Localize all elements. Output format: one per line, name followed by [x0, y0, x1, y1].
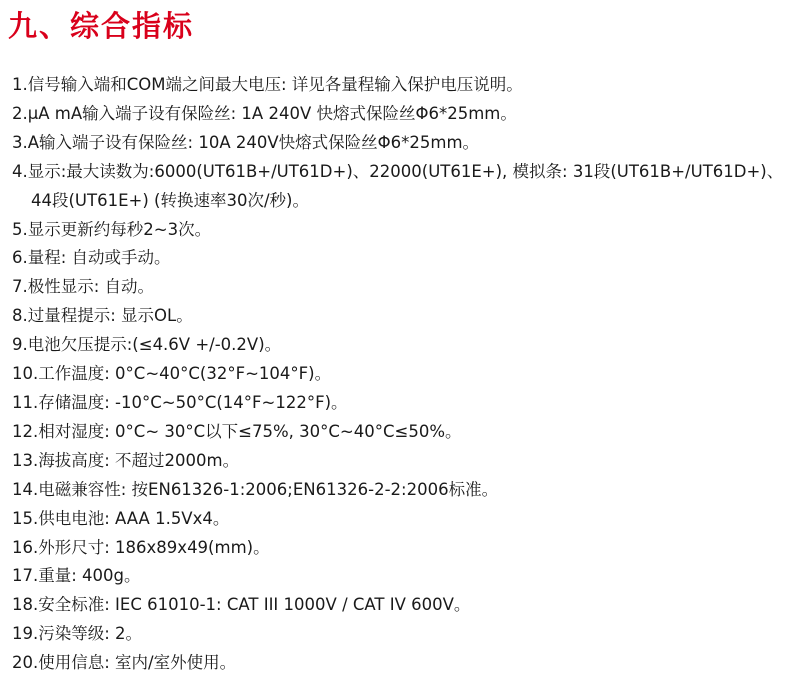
spec-item [12, 389, 792, 418]
spec-item-text: 20.使用信息: 室内/室外使用。 [12, 653, 237, 673]
spec-item [12, 158, 792, 216]
spec-item-text: 7.极性显示: 自动。 [12, 277, 155, 297]
spec-item [12, 562, 792, 591]
spec-item [12, 620, 792, 649]
spec-item [12, 244, 792, 273]
spec-item-text: 2.μA mA输入端子设有保险丝: 1A 240V 快熔式保险丝Φ6*25mm。 [12, 103, 517, 123]
spec-item-text: 11.存储温度: -10°C~50°C(14°F~122°F)。 [12, 392, 348, 412]
spec-item-text: 12.相对湿度: 0°C~ 30°C以下≤75%, 30°C~40°C≤50%。 [12, 421, 462, 441]
spec-item-text: 10.工作温度: 0°C~40°C(32°F~104°F)。 [12, 364, 332, 384]
spec-item-text: 6.量程: 自动或手动。 [12, 248, 171, 268]
spec-item-text: 8.过量程提示: 显示OL。 [12, 306, 193, 326]
spec-item [12, 447, 792, 476]
spec-item-text: 4.显示:最大读数为:6000(UT61B+/UT61D+)、22000(UT61E+), 模拟条: 31段(UT61B+/UT61D+)、 [12, 161, 784, 181]
spec-item [12, 302, 792, 331]
spec-item [12, 591, 792, 620]
spec-item-text: 15.供电电池: AAA 1.5Vx4。 [12, 508, 230, 528]
spec-item [12, 273, 792, 302]
spec-item-text: 14.电磁兼容性: 按EN61326-1:2006;EN61326-2-2:2006标准。 [12, 479, 499, 499]
spec-item [12, 534, 792, 563]
spec-item [12, 216, 792, 245]
spec-item-text: 1.信号输入端和COM端之间最大电压: 详见各量程输入保护电压说明。 [12, 75, 523, 94]
spec-item-continuation: 44段(UT61E+) (转换速率30次/秒)。 [31, 190, 309, 210]
spec-item-text: 19.污染等级: 2。 [12, 624, 143, 644]
spec-item [12, 476, 792, 505]
spec-item [12, 418, 792, 447]
spec-item-text: 13.海拔高度: 不超过2000m。 [12, 450, 240, 470]
spec-item-text: 3.A输入端子设有保险丝: 10A 240V快熔式保险丝Φ6*25mm。 [12, 132, 480, 152]
section-heading: 九、综合指标 [8, 9, 195, 43]
spec-item [12, 71, 792, 100]
spec-item-text: 18.安全标准: IEC 61010-1: CAT III 1000V / CAT IV 600V。 [12, 595, 471, 615]
spec-item [12, 331, 792, 360]
spec-item [12, 100, 792, 129]
spec-item [12, 505, 792, 534]
spec-list [12, 71, 792, 678]
spec-item [12, 649, 792, 678]
spec-item-text: 5.显示更新约每秒2~3次。 [12, 219, 212, 239]
spec-item-text: 9.电池欠压提示:(≤4.6V +/-0.2V)。 [12, 335, 282, 355]
spec-item-text: 17.重量: 400g。 [12, 566, 141, 586]
spec-item [12, 129, 792, 158]
spec-item-text: 16.外形尺寸: 186x89x49(mm)。 [12, 537, 270, 557]
spec-item [12, 360, 792, 389]
